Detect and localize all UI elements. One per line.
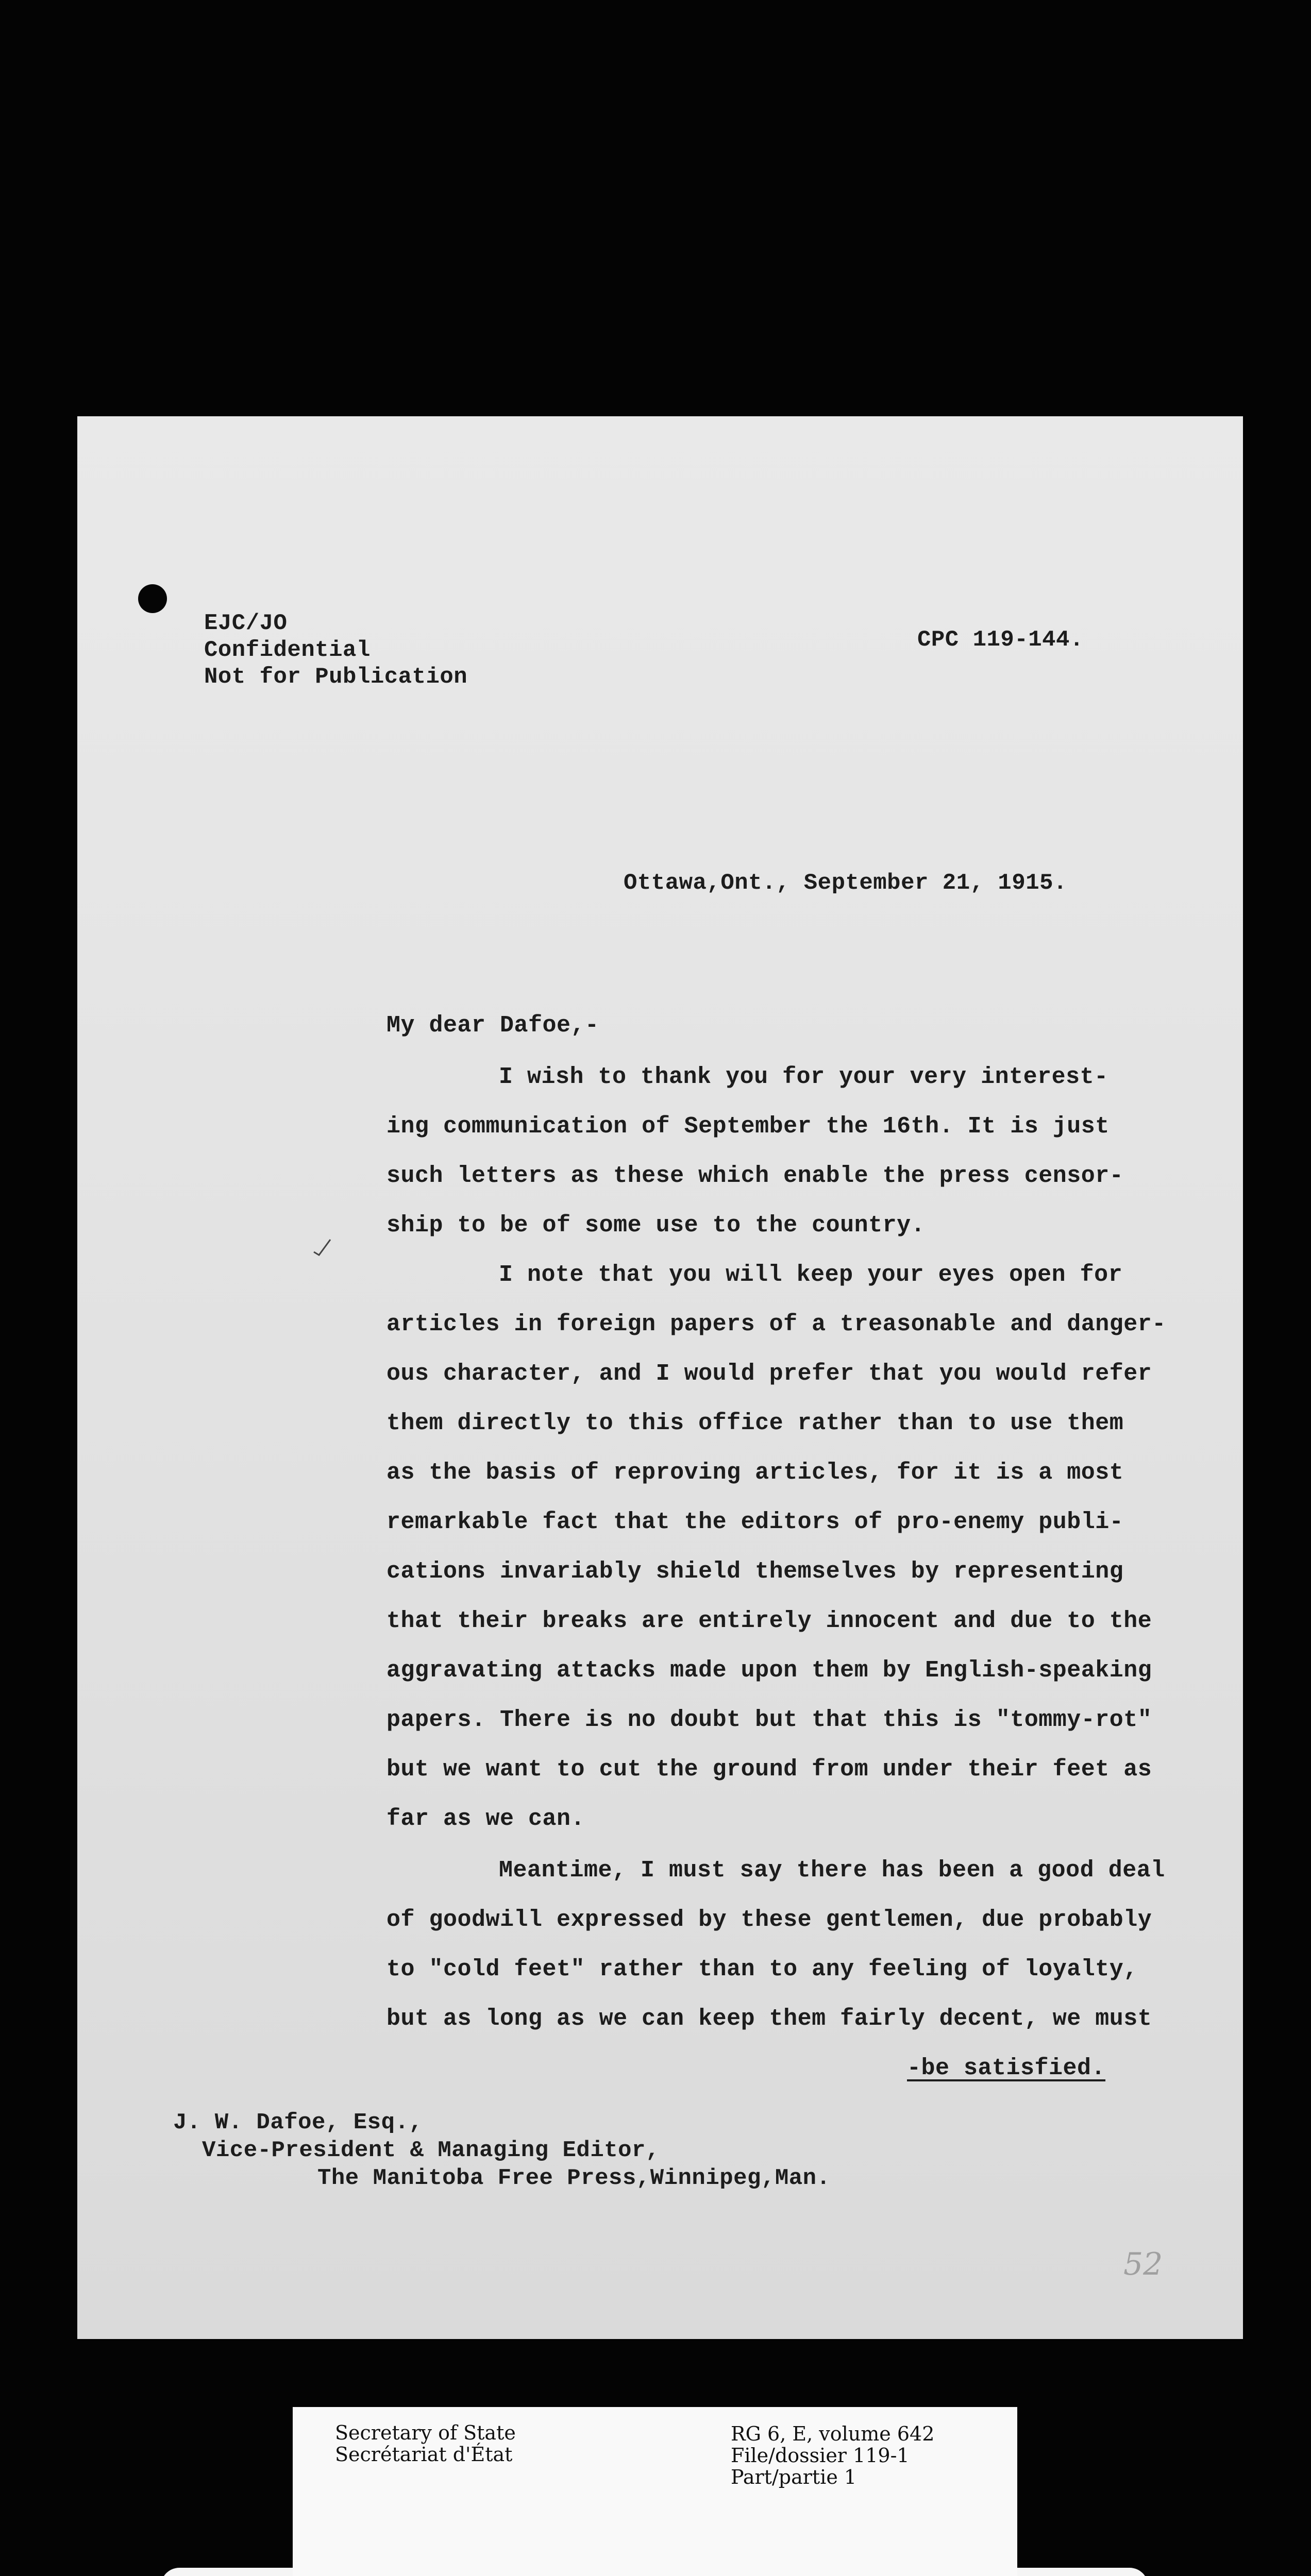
body-line: that their breaks are entirely innocent and due to the [386,1608,1152,1634]
body-line: ous character, and I would prefer that you would refer [386,1361,1152,1387]
punch-hole [138,584,167,613]
body-line: as the basis of reproving articles, for it is a most [386,1460,1124,1486]
body-line: but as long as we can keep them fairly decent, we must [386,2006,1152,2032]
body-line: far as we can. [386,1806,585,1832]
body-line: to "cold feet" rather than to any feeling of loyalty, [386,1956,1138,1982]
body-line: I wish to thank you for your very interest- [499,1064,1108,1090]
body-line: cations invariably shield themselves by representing [386,1558,1124,1585]
confidential-note: Confidential [204,637,371,663]
body-line: I note that you will keep your eyes open for [499,1262,1123,1288]
check-mark-icon [312,1236,332,1257]
body-line: papers. There is no doubt but that this is "tommy-rot" [386,1707,1152,1733]
not-for-publication-note: Not for Publication [204,664,468,690]
fonds-name-fr: Secrétariat d'État [335,2443,513,2466]
body-line: them directly to this office rather than to use them [386,1410,1124,1436]
addressee-name: J. W. Dafoe, Esq., [173,2110,423,2136]
body-line: such letters as these which enable the press censor- [386,1163,1124,1189]
reference-initials: EJC/JO [204,611,288,636]
archive-label-card [293,2407,1017,2576]
fonds-name-en: Secretary of State [335,2421,516,2444]
date-line: Ottawa,Ont., September 21, 1915. [624,870,1067,896]
salutation: My dear Dafoe,- [386,1012,599,1039]
addressee-organization: The Manitoba Free Press,Winnipeg,Man. [317,2165,831,2191]
file-dossier: File/dossier 119-1 [731,2444,910,2467]
body-line: but we want to cut the ground from under their feet as [386,1756,1152,1783]
body-line: remarkable fact that the editors of pro-enemy publi- [386,1509,1124,1535]
body-line: articles in foreign papers of a treasonable and danger- [386,1311,1166,1337]
page-number-mark: 52 [1123,2246,1163,2282]
part-partie: Part/partie 1 [731,2466,857,2488]
body-line: of goodwill expressed by these gentlemen, due probably [386,1907,1152,1933]
addressee-title: Vice-President & Managing Editor, [202,2138,660,2163]
body-line: ship to be of some use to the country. [386,1212,926,1239]
body-line: aggravating attacks made upon them by English-speaking [386,1657,1152,1684]
body-line-closing: -be satisfied. [907,2055,1106,2081]
record-group: RG 6, E, volume 642 [731,2422,935,2445]
file-number: CPC 119-144. [917,627,1084,653]
body-line: Meantime, I must say there has been a good deal [499,1857,1165,1884]
body-line: ing communication of September the 16th. It is just [386,1113,1110,1140]
